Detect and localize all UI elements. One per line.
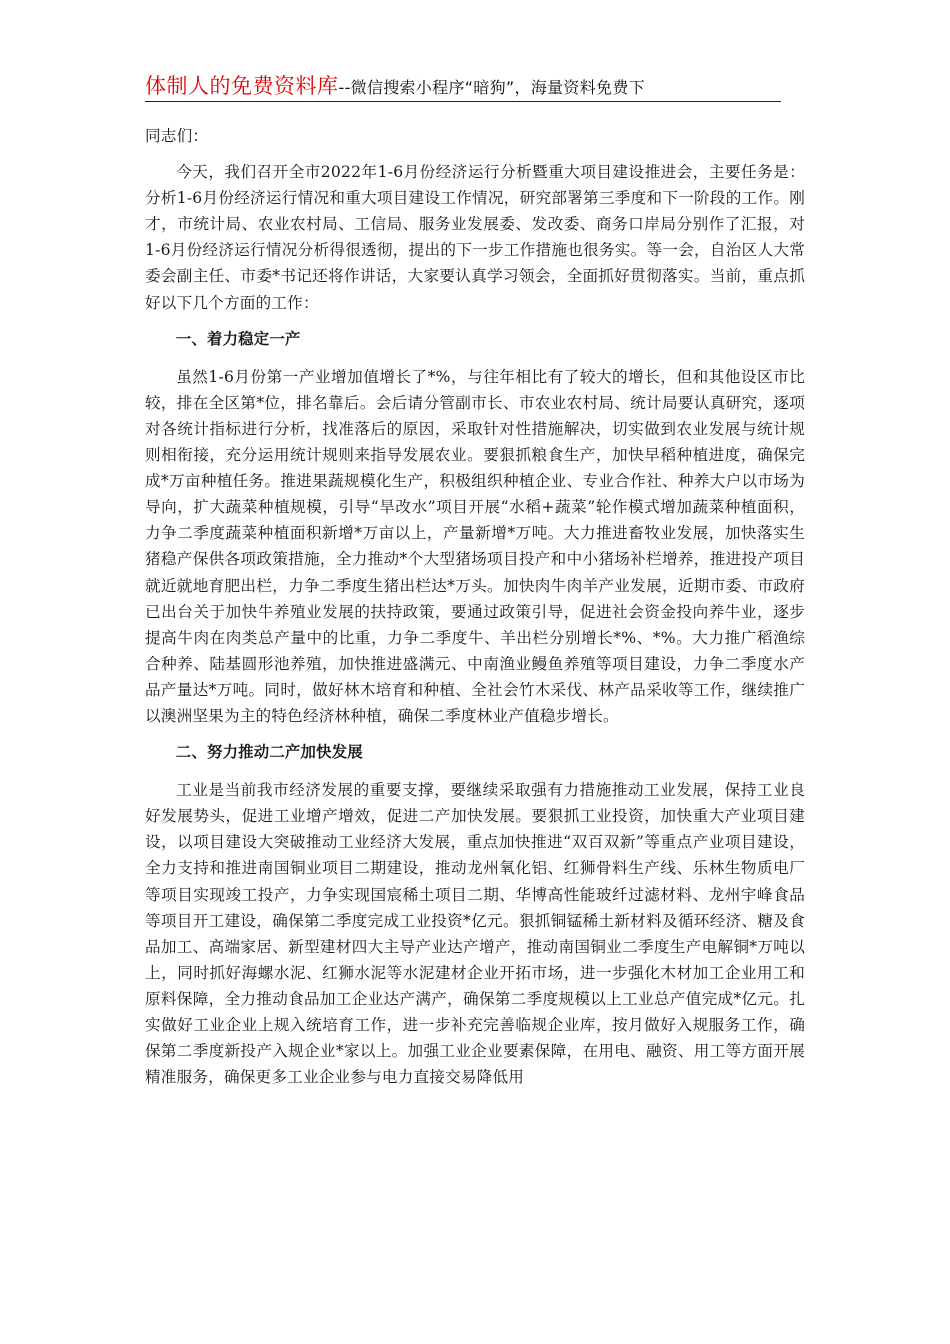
page-header xyxy=(145,70,785,104)
intro-paragraph: 今天，我们召开全市2022年1-6月份经济运行分析暨重大项目建设推进会，主要任务是：分析1-6月份经济运行情况和重大项目建设工作情况，研究部署第三季度和下一阶段的工作。刚才，市统计局、农业农村局、工信局、服务业发展委、发改委、商务口岸局分别作了汇报，对1-6月份经济运行情况分析得很透彻，提出的下一步工作措施也很务实。等一会，自治区人大常委会副主任、市委*书记还将作讲话，大家要认真学习领会，全面抓好贯彻落实。当前，重点抓好以下几个方面的工作： xyxy=(145,163,805,312)
header-tagline: --微信搜索小程序“暗狗”，海量资料免费下 xyxy=(338,78,645,97)
section-heading-2: 二、努力推动二产加快发展 xyxy=(175,743,363,762)
document-body xyxy=(145,123,805,1100)
header-brand: 体制人的免费资料库 xyxy=(145,74,339,98)
section-heading-1: 一、着力稳定一产 xyxy=(175,329,301,348)
section-paragraph-1: 虽然1-6月份第一产业增加值增长了*%，与往年相比有了较大的增长，但和其他设区市比较，排在全区第*位，排名靠后。会后请分管副市长、市农业农村局、统计局要认真研究，逐项对各统计指标进行分析，找准落后的原因，采取针对性措施解决，切实做到农业发展与统计规则相衔接，充分运用统计规则来指导发展农业。要狠抓粮食生产，加快早稻种植进度，确保完成*万亩种植任务。推进果蔬规模化生产，积极组织种植企业、专业合作社、种养大户以市场为导向，扩大蔬菜种植规模，引导“旱改水”项目开展“水稻+蔬菜”轮作模式增加蔬菜种植面积，力争二季度蔬菜种植面积新增*万亩以上，产量新增*万吨。大力推进畜牧业发展，加快落实生猪稳产保供各项政策措施，全力推动*个大型猪场项目投产和中小猪场补栏增养，推进投产项目就近就地育肥出栏，力争二季度生猪出栏达*万头。加快肉牛肉羊产业发展，近期市委、市政府已出台关于加快牛养殖业发展的扶持政策，要通过政策引导，促进社会资金投向养牛业，逐步提高牛肉在肉类总产量中的比重，力争二季度牛、羊出栏分别增长*%、*%。大力推广稻渔综合种养、陆基圆形池养殖，加快推进盛满元、中南渔业鳗鱼养殖等项目建设，力争二季度水产品产量达*万吨。同时，做好林木培育和种植、全社会竹木采伐、林产品采收等工作，继续推广以澳洲坚果为主的特色经济林种植，确保二季度林业产值稳步增长。 xyxy=(145,367,805,725)
header-divider xyxy=(145,101,781,102)
section-paragraph-2: 工业是当前我市经济发展的重要支撑，要继续采取强有力措施推动工业发展，保持工业良好发展势头，促进工业增产增效，促进二产加快发展。要狠抓工业投资，加快重大产业项目建设，以项目建设大突破推动工业经济大发展，重点加快推进“双百双新”等重点产业项目建设，全力支持和推进南国铜业项目二期建设，推动龙州氧化铝、红狮骨料生产线、乐林生物质电厂等项目实现竣工投产，力争实现国宸稀土项目二期、华博高性能玻纤过滤材料、龙州宇峰食品等项目开工建设，确保第二季度完成工业投资*亿元。狠抓铜锰稀土新材料及循环经济、糖及食品加工、高端家居、新型建材四大主导产业达产增产，推动南国铜业二季度生产电解铜*万吨以上，同时抓好海螺水泥、红狮水泥等水泥建材企业开拓市场，进一步强化木材加工企业用工和原料保障，全力推动食品加工企业达产满产，确保第二季度规模以上工业总产值完成*亿元。扎实做好工业企业上规入统培育工作，进一步补充完善临规企业库，按月做好入规服务工作，确保第二季度新投产入规企业*家以上。加强工业企业要素保障，在用电、融资、用工等方面开展精准服务，确保更多工业企业参与电力直接交易降低用 xyxy=(145,781,805,1087)
salutation: 同志们： xyxy=(145,127,209,145)
